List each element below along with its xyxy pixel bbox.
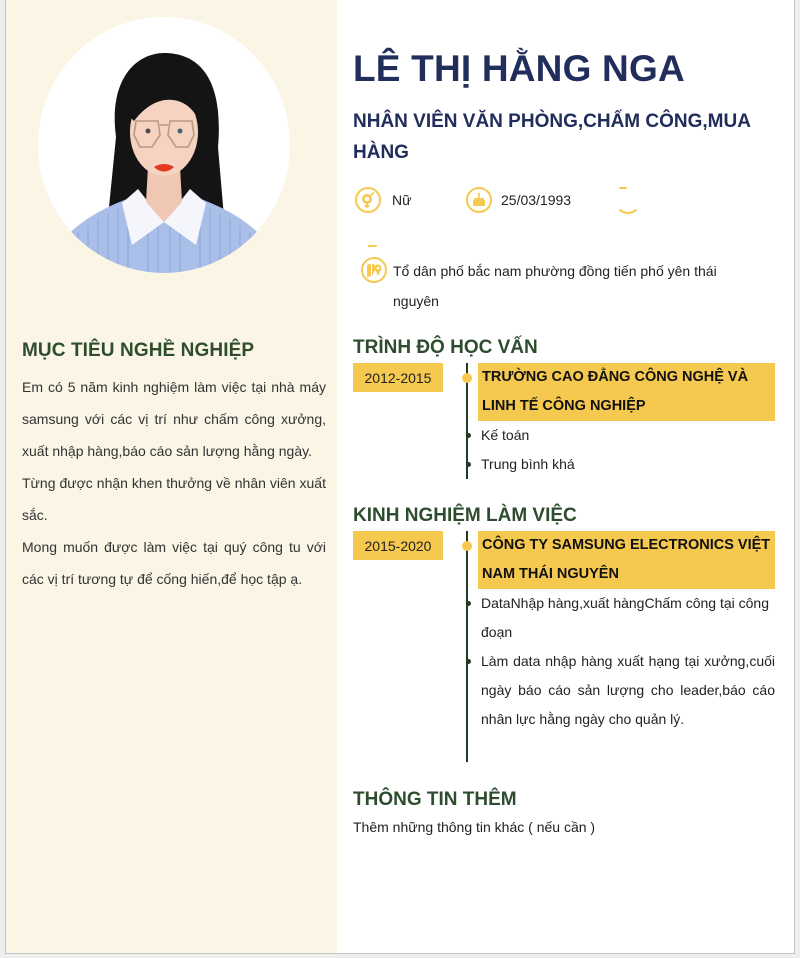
- bullet-dot: [466, 433, 471, 438]
- icon-fragment: [619, 187, 627, 189]
- education-heading: TRÌNH ĐỘ HỌC VẤN: [353, 337, 538, 358]
- portrait-photo: [38, 17, 290, 273]
- gender-value: Nữ: [392, 192, 412, 208]
- job-title: NHÂN VIÊN VĂN PHÒNG,CHẤM CÔNG,MUA HÀNG: [353, 111, 751, 163]
- additional-text: Thêm những thông tin khác ( nếu cần ): [353, 819, 596, 835]
- education-major: Kế toán: [481, 427, 530, 443]
- objective-heading: MỤC TIÊU NGHỀ NGHIỆP: [22, 340, 255, 361]
- address-value: Tổ dân phố bắc nam phường đồng tiến phố yên thái nguyên: [393, 263, 717, 309]
- candidate-name: LÊ THỊ HẰNG NGA: [353, 48, 685, 89]
- bullet-dot: [466, 462, 471, 467]
- additional-heading: THÔNG TIN THÊM: [353, 789, 517, 810]
- experience-detail: Làm data nhập hàng xuất hạng tại xưởng,cuối ngày báo cáo sản lượng cho leader,báo cáo nhân lực hằng ngày cho quản lý.: [481, 653, 775, 727]
- phone-icon-clipped: [615, 188, 641, 214]
- objective-paragraph: Em có 5 năm kinh nghiệm làm việc tại nhà máy samsung với các vị trí như chấm công xưởng, xuất nhập hàng,báo cáo sản lượng hằng ngày.: [22, 379, 326, 459]
- education-grade: Trung bình khá: [481, 456, 575, 472]
- experience-company: CÔNG TY SAMSUNG ELECTRONICS VIỆT NAM THÁI NGUYÊN: [478, 531, 775, 589]
- avatar: [38, 17, 290, 273]
- birthday-cake-icon: [466, 187, 492, 213]
- map-location-icon: [361, 257, 387, 283]
- experience-timeline: [466, 531, 468, 762]
- cv-page: [5, 0, 795, 954]
- experience-years: 2015-2020: [353, 531, 443, 560]
- objective-paragraph: Mong muốn được làm việc tại quý công tu với các vị trí tương tự để cống hiến,để học tập ạ.: [22, 539, 326, 587]
- experience-heading: KINH NGHIỆM LÀM VIỆC: [353, 505, 577, 526]
- objective-paragraph: Từng được nhận khen thưởng về nhân viên xuất sắc.: [22, 475, 326, 523]
- education-years: 2012-2015: [353, 363, 443, 392]
- experience-detail: DataNhập hàng,xuất hàngChấm công tại công đoạn: [481, 595, 769, 640]
- email-icon-clipped: [368, 245, 377, 247]
- birthday-value: 25/03/1993: [501, 192, 572, 208]
- bullet-dot: [466, 601, 471, 606]
- timeline-dot: [462, 541, 472, 551]
- sidebar: [6, 0, 337, 953]
- education-school: TRƯỜNG CAO ĐẲNG CÔNG NGHỆ VÀ LINH TẾ CÔNG NGHIỆP: [478, 363, 775, 421]
- timeline-dot: [462, 373, 472, 383]
- objective-text: [22, 371, 326, 595]
- bullet-dot: [466, 659, 471, 664]
- gender-icon: [355, 187, 381, 213]
